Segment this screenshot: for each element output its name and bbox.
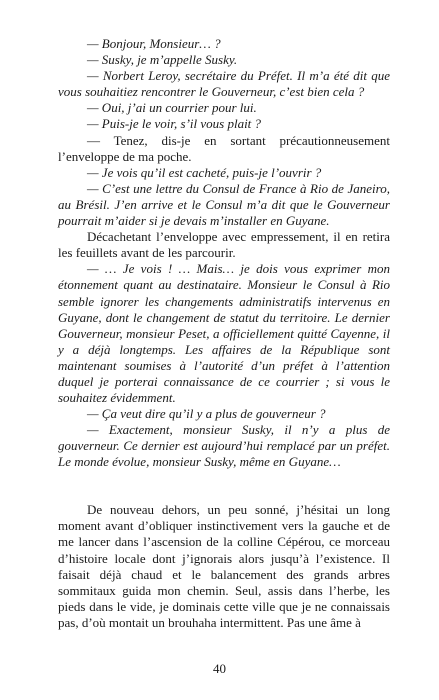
narrative-paragraph: De nouveau dehors, un peu sonné, j’hésitai un long moment avant d’obliquer instinctivement vers la gauche et de me lancer dans l’ascension de la colline Cépérou, ce morceau d’histoire locale dont j’ignorais alors jusqu’à l’existence. Il faisait déjà chaud et le balancement des grands arbres sommitaux guida mon chemin. Seul, assis dans l’herbe, les pieds dans le vide, je dominais cette ville que je ne connaissais pas, d’où montait un brouhaha intermittent. Pas une âme à <box>58 502 390 631</box>
dialogue-line: — Norbert Leroy, secrétaire du Préfet. Il m’a été dit que vous souhaitiez rencontrer le Gouverneur, c’est bien cela ? <box>58 68 390 100</box>
page-number: 40 <box>213 661 226 676</box>
dialogue-line: — Bonjour, Monsieur… ? <box>87 36 221 51</box>
narrative-section <box>58 502 390 632</box>
dialogue-line: — Ça veut dire qu’il y a plus de gouverneur ? <box>87 406 326 422</box>
dialogue-line: — Puis-je le voir, s’il vous plait ? <box>87 116 262 132</box>
dialogue-line: — Exactement, monsieur Susky, il n’y a plus de gouverneur. Ce dernier est aujourd’hui remplacé par un préfet. Le monde évolue, monsieur Susky, même en Guyane… <box>58 422 390 470</box>
dialogue-line: — Oui, j’ai un courrier pour lui. <box>87 100 257 116</box>
narration-line: Décachetant l’enveloppe avec empressement, il en retira les feuillets avant de les parcourir. <box>58 229 390 261</box>
dialogue-line: — … Je vois ! … Mais… je dois vous exprimer mon étonnement quant au destinataire. Monsieur le Consul à Rio semble ignorer les changements administratifs intervenus en Guyane, dont le changement de statut du territoire. Le dernier Gouverneur, monsieur Peset, a officiellement quitté Cayenne, il y a déjà longtemps. Les affaires de la République sont maintenant soumises à l’autorité d’un préfet à l’attention duquel je porterai connaissance de ce courrier ; si vous le souhaitez évidemment. <box>58 261 390 406</box>
narration-line: — Tenez, dis-je en sortant précautionneusement l’enveloppe de ma poche. <box>58 132 390 164</box>
dialogue-line: — Je vois qu’il est cacheté, puis-je l’ouvrir ? <box>87 164 322 180</box>
dialogue-line: — C’est une lettre du Consul de France à Rio de Janeiro, au Brésil. J’en arrive et le Consul m’a dit que le Gouverneur pourrait m’aider si je devais m’installer en Guyane. <box>58 180 390 229</box>
dialogue-section <box>58 36 390 471</box>
dialogue-line: — Susky, je m’appelle Susky. <box>87 52 238 68</box>
